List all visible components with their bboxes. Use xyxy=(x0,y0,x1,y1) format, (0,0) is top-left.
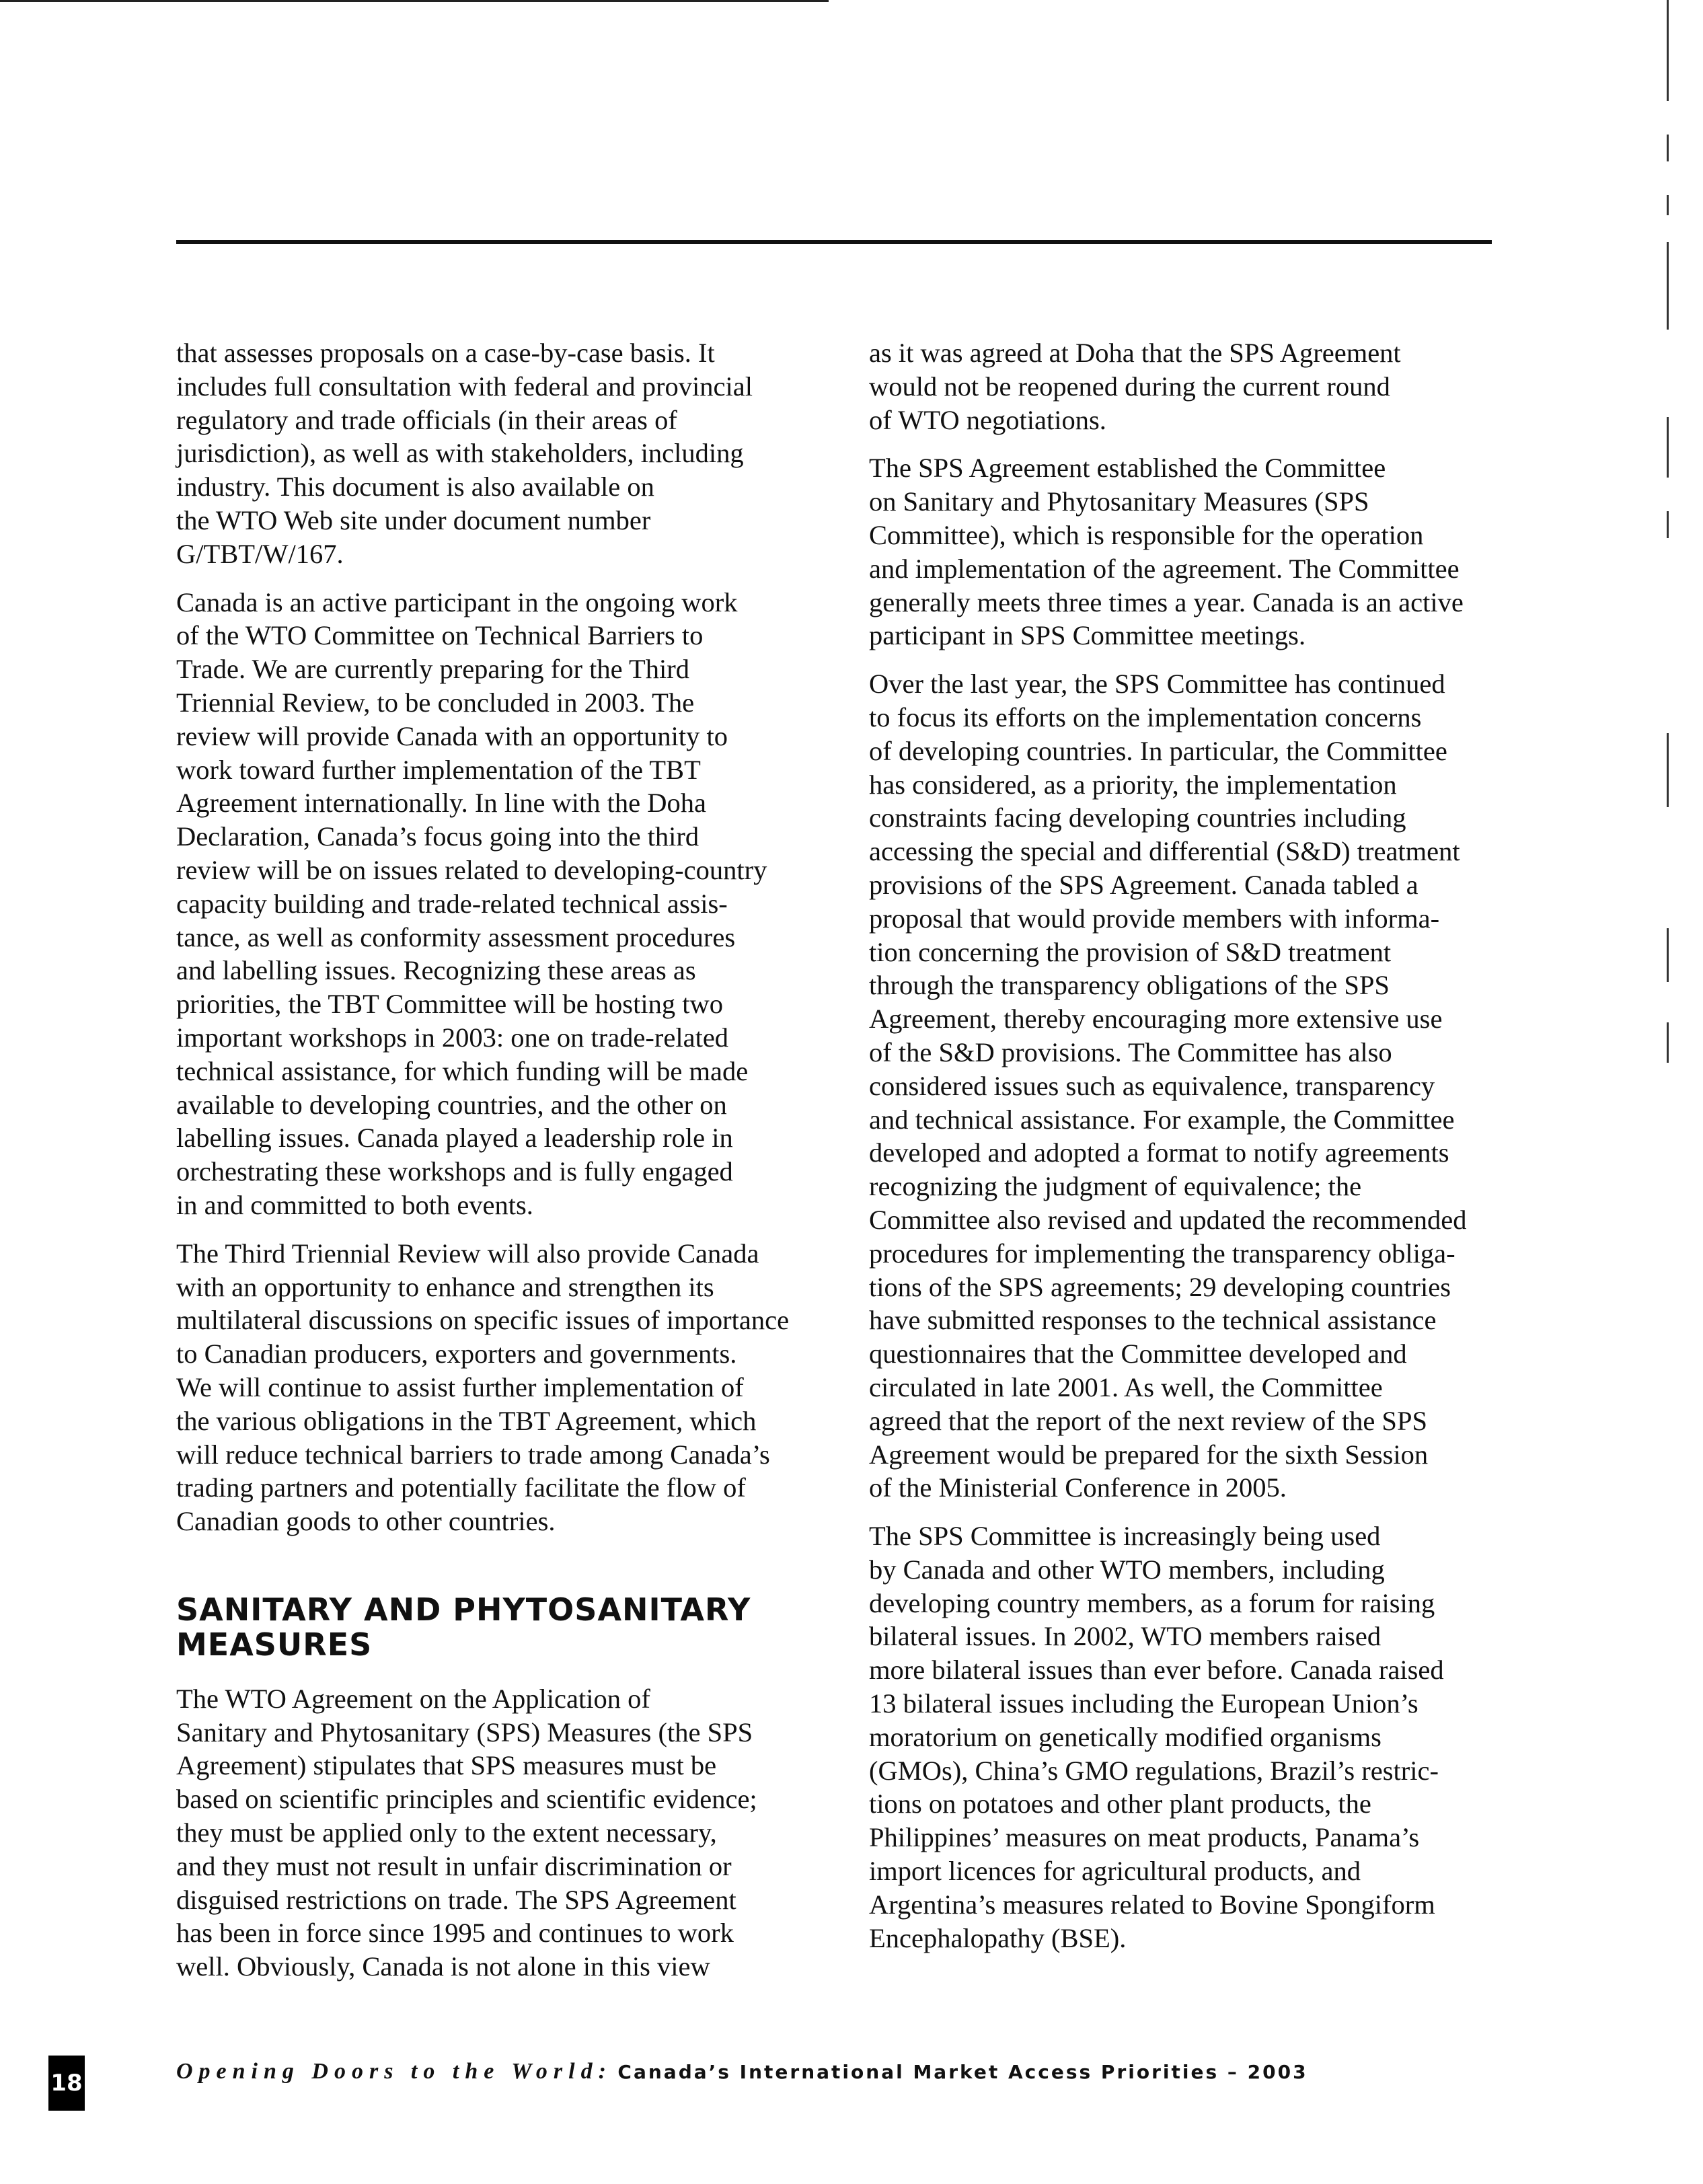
text-line: and implementation of the agreement. The Committee xyxy=(869,553,1460,584)
text-line: priorities, the TBT Committee will be hosting two xyxy=(176,989,723,1020)
text-line: of WTO negotiations. xyxy=(869,404,1106,435)
text-line: proposal that would provide members with informa- xyxy=(869,903,1440,934)
text-line: of the Ministerial Conference in 2005. xyxy=(869,1472,1287,1503)
left-paragraph-3 xyxy=(176,1237,808,1538)
text-line: circulated in late 2001. As well, the Committee xyxy=(869,1371,1383,1402)
text-line: Over the last year, the SPS Committee has continued xyxy=(869,669,1445,700)
text-line: Sanitary and Phytosanitary (SPS) Measures (the SPS xyxy=(176,1717,753,1747)
left-column xyxy=(176,336,808,1998)
text-line: The WTO Agreement on the Application of xyxy=(176,1683,650,1714)
text-line: with an opportunity to enhance and strengthen its xyxy=(176,1271,714,1302)
footer-title-italic: Opening Doors to the World: xyxy=(176,2059,612,2084)
text-line: generally meets three times a year. Canada is an active xyxy=(869,587,1464,617)
left-paragraph-2 xyxy=(176,586,808,1222)
text-line: agreed that the report of the next review of the SPS xyxy=(869,1405,1427,1436)
text-line: by Canada and other WTO members, including xyxy=(869,1554,1385,1585)
text-line: of the S&D provisions. The Committee has also xyxy=(869,1037,1392,1067)
text-line: they must be applied only to the extent necessary, xyxy=(176,1817,717,1848)
text-line: based on scientific principles and scientific evidence; xyxy=(176,1784,757,1815)
page-number: 18 xyxy=(48,2056,85,2111)
text-line: capacity building and trade-related technical assis- xyxy=(176,888,728,919)
text-line: that assesses proposals on a case-by-case basis. It xyxy=(176,338,715,368)
text-line: well. Obviously, Canada is not alone in this view xyxy=(176,1951,710,1982)
heading-line: SANITARY AND PHYTOSANITARY xyxy=(176,1591,751,1628)
text-line: G/TBT/W/167. xyxy=(176,538,344,569)
text-line: industry. This document is also available on xyxy=(176,472,654,502)
text-line: (GMOs), China’s GMO regulations, Brazil’s restric- xyxy=(869,1755,1439,1786)
text-line: developing country members, as a forum for raising xyxy=(869,1587,1435,1618)
text-line: procedures for implementing the transparency obliga- xyxy=(869,1238,1455,1269)
text-line: has considered, as a priority, the implementation xyxy=(869,769,1397,800)
text-line: on Sanitary and Phytosanitary Measures (SPS xyxy=(869,486,1369,517)
footer-title-bold: Canada’s International Market Access Priorities – 2003 xyxy=(617,2061,1308,2083)
right-paragraph-4 xyxy=(869,1519,1494,1955)
text-line: to Canadian producers, exporters and governments. xyxy=(176,1339,737,1369)
text-line: to focus its efforts on the implementation concerns xyxy=(869,702,1422,732)
section-heading xyxy=(176,1592,808,1662)
text-line: Triennial Review, to be concluded in 2003. The xyxy=(176,687,695,718)
text-line: accessing the special and differential (S&D) treatment xyxy=(869,836,1460,867)
text-line: Argentina’s measures related to Bovine Spongiform xyxy=(869,1889,1435,1920)
text-line: important workshops in 2003: one on trade-related xyxy=(176,1022,729,1053)
text-line: tion concerning the provision of S&D treatment xyxy=(869,936,1392,967)
text-line: includes full consultation with federal and provincial xyxy=(176,371,753,402)
text-line: Agreement) stipulates that SPS measures must be xyxy=(176,1750,717,1781)
text-line: tions on potatoes and other plant products, the xyxy=(869,1788,1371,1819)
text-line: participant in SPS Committee meetings. xyxy=(869,620,1306,651)
text-line: tance, as well as conformity assessment procedures xyxy=(176,921,736,952)
text-line: The Third Triennial Review will also provide Canada xyxy=(176,1238,759,1269)
right-paragraph-3 xyxy=(869,667,1494,1505)
text-line: multilateral discussions on specific issues of importance xyxy=(176,1305,790,1336)
header-rule xyxy=(176,240,1492,244)
text-line: the WTO Web site under document number xyxy=(176,504,651,535)
text-line: jurisdiction), as well as with stakeholders, including xyxy=(176,438,744,469)
text-line: Agreement would be prepared for the sixth Session xyxy=(869,1439,1429,1470)
text-line: moratorium on genetically modified organisms xyxy=(869,1721,1382,1752)
text-line: the various obligations in the TBT Agreement, which xyxy=(176,1405,757,1436)
text-line: Agreement internationally. In line with the Doha xyxy=(176,788,707,819)
text-line: of developing countries. In particular, the Committee xyxy=(869,735,1447,766)
text-line: Agreement, thereby encouraging more extensive use xyxy=(869,1004,1443,1034)
text-line: will reduce technical barriers to trade among Canada’s xyxy=(176,1439,770,1470)
right-paragraph-1 xyxy=(869,336,1494,437)
text-line: Trade. We are currently preparing for the Third xyxy=(176,654,689,685)
page-footer xyxy=(0,2045,1703,2125)
text-line: of the WTO Committee on Technical Barriers to xyxy=(176,620,704,651)
footer-title xyxy=(176,2054,1308,2090)
text-line: considered issues such as equivalence, transparency xyxy=(869,1070,1435,1101)
text-line: Philippines’ measures on meat products, Panama’s xyxy=(869,1822,1420,1853)
text-line: available to developing countries, and the other on xyxy=(176,1089,727,1120)
text-line: review will provide Canada with an opportunity to xyxy=(176,720,728,751)
text-line: orchestrating these workshops and is fully engaged xyxy=(176,1156,733,1187)
text-line: labelling issues. Canada played a leadership role in xyxy=(176,1123,733,1154)
text-line: We will continue to assist further implementation of xyxy=(176,1371,744,1402)
text-line: trading partners and potentially facilitate the flow of xyxy=(176,1472,746,1503)
text-line: technical assistance, for which funding will be made xyxy=(176,1055,749,1086)
text-line: constraints facing developing countries including xyxy=(869,802,1406,833)
text-line: tions of the SPS agreements; 29 developing countries xyxy=(869,1271,1451,1302)
text-line: regulatory and trade officials (in their areas of xyxy=(176,404,677,435)
text-line: bilateral issues. In 2002, WTO members raised xyxy=(869,1621,1382,1652)
text-line: would not be reopened during the current round xyxy=(869,371,1390,402)
text-line: The SPS Committee is increasingly being used xyxy=(869,1521,1381,1552)
text-line: The SPS Agreement established the Committee xyxy=(869,453,1386,484)
text-line: recognizing the judgment of equivalence; the xyxy=(869,1171,1362,1202)
left-paragraph-1 xyxy=(176,336,808,571)
text-line: as it was agreed at Doha that the SPS Agreement xyxy=(869,338,1401,368)
right-column xyxy=(869,336,1494,1969)
text-line: has been in force since 1995 and continues to work xyxy=(176,1918,734,1949)
text-line: more bilateral issues than ever before. Canada raised xyxy=(869,1655,1444,1686)
text-line: Encephalopathy (BSE). xyxy=(869,1922,1127,1953)
right-paragraph-2 xyxy=(869,451,1494,652)
text-line: and labelling issues. Recognizing these areas as xyxy=(176,955,696,986)
text-line: and technical assistance. For example, the Committee xyxy=(869,1104,1455,1135)
text-line: developed and adopted a format to notify agreements xyxy=(869,1137,1449,1168)
text-line: Canada is an active participant in the ongoing work xyxy=(176,587,738,617)
heading-line: MEASURES xyxy=(176,1626,373,1663)
text-line: import licences for agricultural products, and xyxy=(869,1856,1361,1887)
text-line: Committee also revised and updated the recommended xyxy=(869,1204,1467,1235)
text-line: Committee), which is responsible for the operation xyxy=(869,519,1424,550)
text-line: questionnaires that the Committee developed and xyxy=(869,1339,1407,1369)
text-line: Canadian goods to other countries. xyxy=(176,1506,556,1537)
text-line: work toward further implementation of the TBT xyxy=(176,754,701,785)
text-line: in and committed to both events. xyxy=(176,1189,533,1220)
text-line: through the transparency obligations of the SPS xyxy=(869,970,1390,1001)
scan-edge-line xyxy=(0,0,829,2)
scan-right-edge xyxy=(1667,0,1669,2184)
text-line: have submitted responses to the technical assistance xyxy=(869,1305,1437,1336)
text-line: provisions of the SPS Agreement. Canada tabled a xyxy=(869,869,1418,900)
text-line: Declaration, Canada’s focus going into the third xyxy=(176,821,699,852)
text-line: 13 bilateral issues including the European Union’s xyxy=(869,1688,1418,1719)
text-line: review will be on issues related to developing-country xyxy=(176,854,767,885)
text-line: and they must not result in unfair discrimination or xyxy=(176,1850,732,1881)
left-paragraph-4 xyxy=(176,1682,808,1984)
text-line: disguised restrictions on trade. The SPS Agreement xyxy=(176,1884,736,1915)
